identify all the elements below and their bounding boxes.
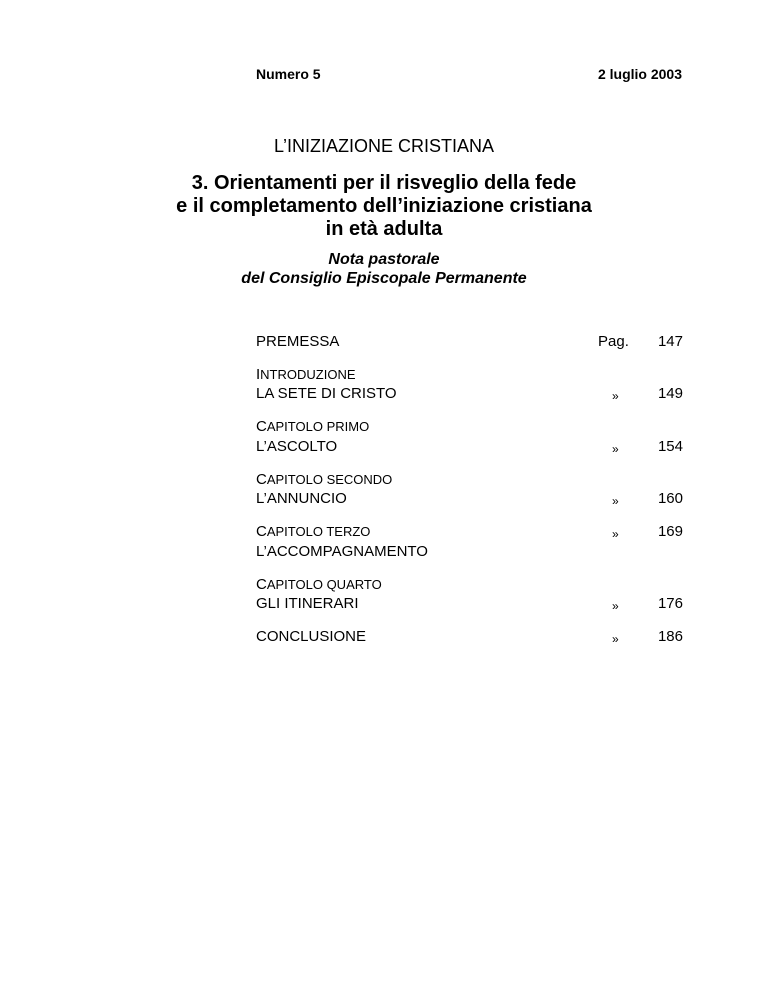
toc-title: CONCLUSIONE — [256, 628, 367, 645]
toc-page: 147 — [657, 333, 683, 350]
toc-page: 160 — [657, 490, 683, 507]
document-subtitle — [0, 172, 768, 241]
subtitle-line: in età adulta — [325, 218, 443, 240]
toc-page: 186 — [657, 628, 683, 645]
toc-chapter: CAPITOLO TERZO — [256, 523, 371, 540]
toc-title: LA SETE DI CRISTO — [256, 385, 397, 402]
toc-chapter: CAPITOLO QUARTO — [256, 576, 382, 593]
toc-page: 176 — [657, 595, 683, 612]
note-line: Nota pastorale — [328, 251, 440, 268]
note-line: del Consiglio Episcopale Permanente — [241, 270, 527, 287]
document-title: L’INIZIAZIONE CRISTIANA — [273, 136, 495, 156]
toc-title: L’ACCOMPAGNAMENTO — [256, 543, 428, 560]
ditto-mark: » — [612, 389, 619, 403]
issue-date: 2 luglio 2003 — [597, 66, 682, 82]
toc-title: PREMESSA — [256, 333, 340, 350]
issue-number: Numero 5 — [256, 66, 321, 82]
ditto-mark: » — [612, 599, 619, 613]
toc-chapter: INTRODUZIONE — [256, 366, 356, 383]
toc-page: 169 — [657, 523, 683, 540]
toc-title: GLI ITINERARI — [256, 595, 359, 612]
page-label: Pag. — [598, 333, 629, 350]
toc-title: L’ASCOLTO — [256, 438, 338, 455]
toc-page: 149 — [657, 385, 683, 402]
ditto-mark: » — [612, 494, 619, 508]
toc-chapter: CAPITOLO PRIMO — [256, 418, 370, 435]
toc-chapter: CAPITOLO SECONDO — [256, 471, 393, 488]
toc-title: L’ANNUNCIO — [256, 490, 347, 507]
toc-page: 154 — [657, 438, 683, 455]
pastoral-note — [0, 250, 768, 288]
ditto-mark: » — [612, 442, 619, 456]
ditto-mark: » — [612, 632, 619, 646]
subtitle-line: e il completamento dell’iniziazione cristiana — [176, 195, 592, 217]
subtitle-line: 3. Orientamenti per il risveglio della fede — [191, 172, 577, 194]
ditto-mark: » — [612, 527, 619, 541]
